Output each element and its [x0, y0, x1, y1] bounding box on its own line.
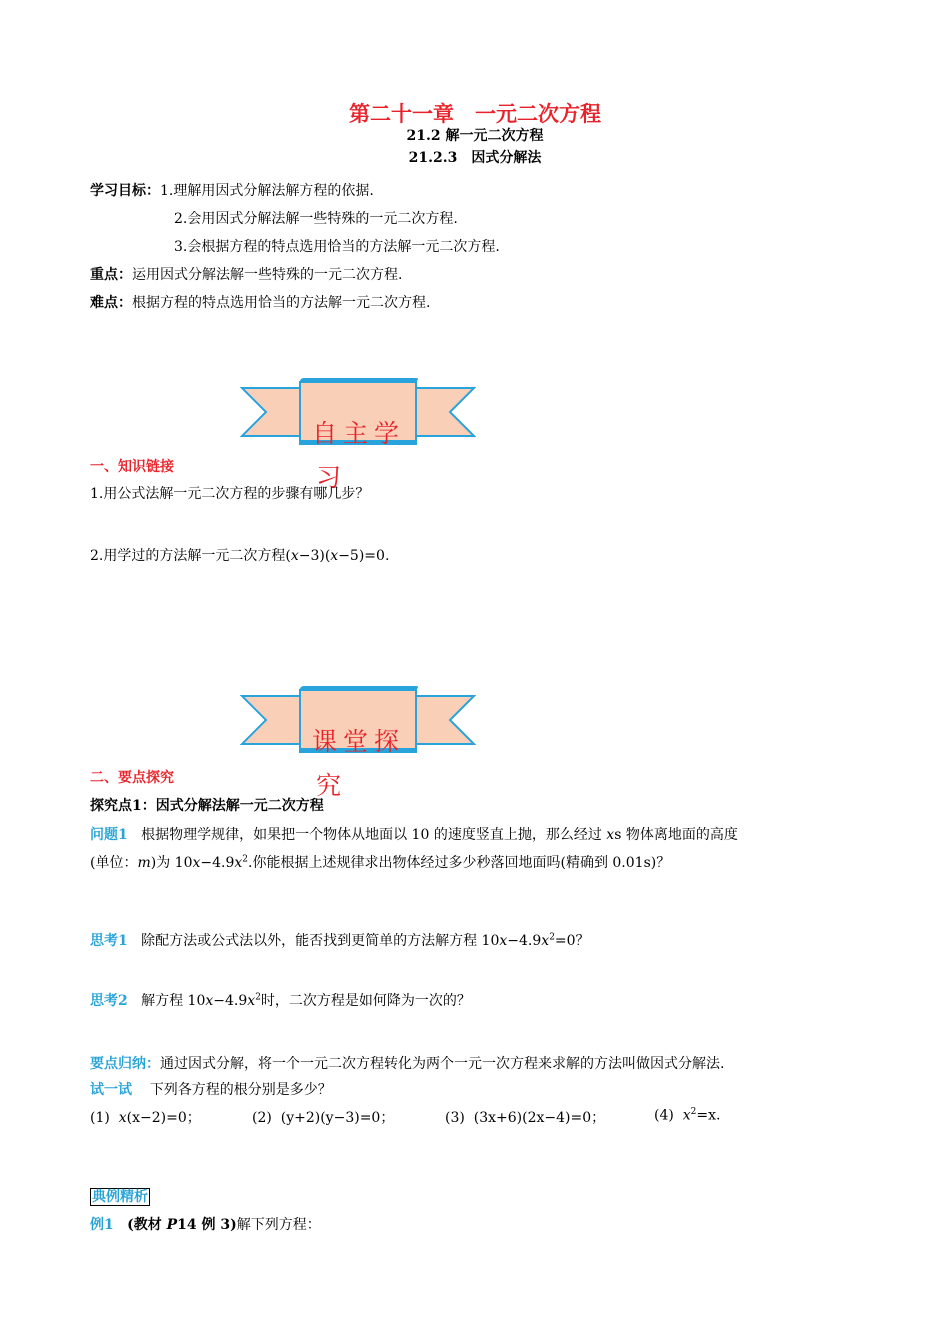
problem-text: −4.9 — [200, 855, 235, 871]
try-it — [90, 1079, 332, 1099]
q2-part: −5)=0. — [338, 548, 390, 564]
exercise-num: (4) — [654, 1107, 674, 1124]
section-title: 21.2 解一元二次方程 — [406, 128, 544, 144]
exercise-2 — [252, 1107, 394, 1127]
exercise-eq: (3x+6)(2x−4)=0； — [473, 1110, 606, 1126]
exercise-num: (2) — [252, 1110, 272, 1126]
summary-label: 要点归纳： — [90, 1056, 160, 1072]
example-label: 例1 — [90, 1217, 114, 1233]
q2-var: x — [290, 548, 299, 564]
banner-text: 自主学 — [312, 419, 406, 448]
summary-text: 通过因式分解，将一个一元二次方程转化为两个一元一次方程来求解的方法叫做因式分解法. — [160, 1056, 725, 1072]
problem-text: .你能根据上述规律求出物体经过多少秒落回地面吗(精确到 0.01s)？ — [248, 855, 671, 871]
problem-1-line2 — [90, 852, 670, 872]
think-label: 思考2 — [90, 993, 128, 1009]
problem-label: 问题1 — [90, 827, 128, 843]
banner-class-explore — [240, 686, 476, 800]
sup: 2 — [242, 854, 249, 865]
problem-1 — [90, 824, 738, 844]
goal-3: 3.会根据方程的特点选用恰当的方法解一元二次方程. — [174, 239, 500, 255]
subsection-title: 21.2.3 因式分解法 — [408, 150, 542, 166]
exercise-num: (3) — [445, 1110, 465, 1126]
example-1 — [90, 1214, 321, 1234]
example-source: P — [166, 1217, 178, 1233]
problem-text: )为 10 — [150, 855, 193, 871]
section1-heading: 一、知识链接 — [90, 459, 174, 475]
example-text: 解下列方程： — [236, 1217, 321, 1233]
goal-text: 1.理解用因式分解法解方程的依据. — [160, 183, 374, 199]
think-label: 思考1 — [90, 933, 128, 949]
exercise-1: (1) x(x−2)=0； — [90, 1110, 201, 1126]
think-text: 时，二次方程是如何降为一次的？ — [260, 993, 471, 1009]
q2-var: x — [330, 548, 339, 564]
var: x — [234, 855, 243, 871]
key-point-text: 运用因式分解法解一些特殊的一元二次方程. — [132, 267, 403, 283]
q2-part: −3)( — [298, 548, 331, 564]
difficulty-text: 根据方程的特点选用恰当的方法解一元二次方程. — [132, 295, 431, 311]
problem-text: 根据物理学规律，如果把一个物体从地面以 10 的速度竖直上抛，那么经过 — [141, 827, 607, 843]
key-point-label: 重点： — [90, 267, 132, 283]
think-text: −4.9 — [213, 993, 248, 1009]
example-source: (教材 — [127, 1217, 167, 1233]
difficulty — [90, 292, 430, 312]
question-1: 1.用公式法解一元二次方程的步骤有哪几步？ — [90, 486, 370, 502]
examples-label: 典例精析 — [92, 1189, 148, 1205]
think-text: −4.9 — [507, 933, 542, 949]
banner-overflow: 究 — [316, 771, 348, 800]
var: m — [137, 855, 151, 871]
exercise-3 — [445, 1107, 605, 1127]
try-label: 试一试 — [90, 1082, 132, 1098]
banner-self-study — [240, 378, 476, 492]
think-2: 思考2 解方程 $10x-4.9x^2$时，二次方程是如何降为一次的？ — [90, 992, 471, 1009]
banner-overflow: 习 — [316, 463, 348, 492]
section2-heading: 二、要点探究 — [90, 770, 174, 786]
think-text: =0？ — [554, 933, 590, 949]
difficulty-label: 难点： — [90, 295, 132, 311]
goal-2: 2.会用因式分解法解一些特殊的一元二次方程. — [174, 211, 458, 227]
chapter-title: 第二十一章 一元二次方程 — [349, 101, 601, 126]
goals-label: 学习目标： — [90, 183, 160, 199]
q2-part: 2.用学过的方法解一元二次方程( — [90, 548, 291, 564]
problem-text: s 物体离地面的高度 — [614, 827, 738, 843]
var: x — [192, 855, 201, 871]
question-2 — [90, 545, 389, 565]
exercise-num: (1) — [90, 1110, 110, 1126]
exercise-4: (4) $x^2=x$. — [654, 1107, 721, 1124]
point-heading: 探究点1：因式分解法解一元二次方程 — [90, 798, 324, 814]
think-text: 解方程 10 — [141, 993, 206, 1009]
exercise-eq: =x. — [696, 1107, 721, 1124]
think-text: 除配方法或公式法以外，能否找到更简单的方法解方程 10 — [141, 933, 500, 949]
key-point — [90, 264, 402, 284]
goal-1 — [90, 180, 374, 200]
banner-text: 课堂探 — [312, 727, 406, 756]
exercise-eq: (y+2)(y−3)=0； — [280, 1110, 395, 1126]
var: x — [606, 827, 615, 843]
example-source: 14 例 3) — [177, 1217, 237, 1233]
try-text: 下列各方程的根分别是多少？ — [149, 1082, 332, 1098]
problem-text: (单位： — [90, 855, 138, 871]
summary — [90, 1053, 724, 1073]
think-1: 思考1 除配方法或公式法以外，能否找到更简单的方法解方程 $10x-4.9x^2=0$？ — [90, 932, 590, 949]
exercise-eq: (x−2)=0； — [126, 1110, 201, 1126]
examples-box — [90, 1186, 150, 1206]
